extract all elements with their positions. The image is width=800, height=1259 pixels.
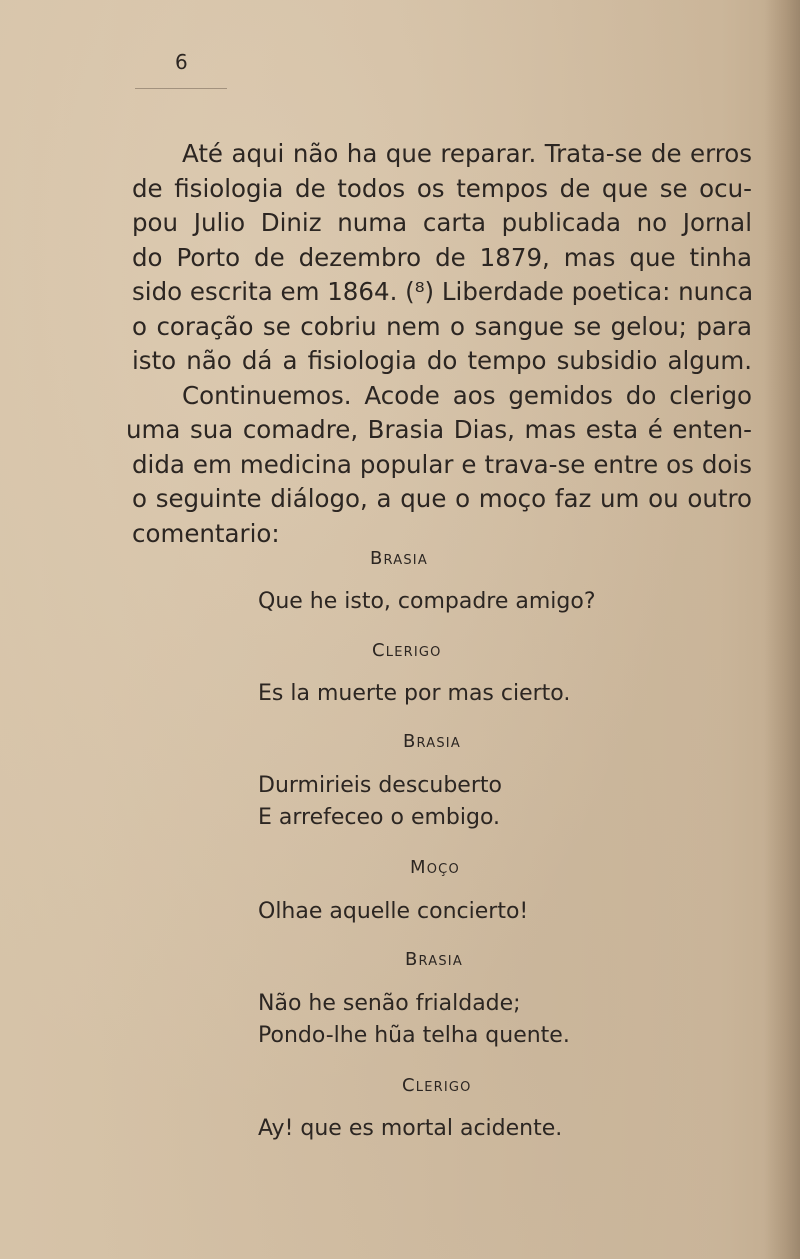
verse-line: Pondo-lhe hũa telha quente. (258, 1023, 570, 1048)
verse-line: E arrefeceo o embigo. (258, 805, 501, 830)
paragraph-line: isto não dá a fisiologia do tempo subsidio algum. (132, 346, 752, 375)
verse-line: Ay! que es mortal acidente. (258, 1116, 563, 1141)
paragraph-line: sido escrita em 1864. (⁸) Liberdade poetica: nunca (132, 277, 754, 306)
verse-line: Olhae aquelle concierto! (258, 899, 529, 924)
speaker-name: Moço (410, 857, 460, 878)
speaker-name: Clerigo (402, 1075, 472, 1096)
paragraph-line: Continuemos. Acode aos gemidos do clerigo (182, 380, 752, 410)
paragraph-line: de fisiologia de todos os tempos de que se ocu- (132, 173, 752, 203)
paragraph-line: comentario: (132, 518, 280, 548)
verse-line: Que he isto, compadre amigo? (258, 589, 596, 614)
paragraph-line: uma sua comadre, Brasia Dias, mas esta é enten- (126, 415, 752, 444)
speaker-name: Brasia (405, 949, 463, 970)
speaker-name: Brasia (370, 548, 428, 569)
paragraph-line: o seguinte diálogo, a que o moço faz um ou outro (132, 484, 752, 513)
verse-line: Não he senão frialdade; (258, 991, 521, 1016)
verse-line: Es la muerte por mas cierto. (258, 681, 571, 706)
speaker-name: Clerigo (372, 640, 442, 661)
paragraph-line: o coração se cobriu nem o sangue se gelou; para (132, 311, 752, 341)
speaker-name: Brasia (403, 731, 461, 752)
page-number: 6 (175, 50, 189, 74)
paragraph-line: pou Julio Diniz numa carta publicada no Jornal (132, 208, 752, 237)
verse-line: Durmirieis descuberto (258, 773, 502, 798)
paragraph-line: do Porto de dezembro de 1879, mas que tinha (132, 242, 752, 272)
paragraph-line: Até aqui não ha que reparar. Trata-se de erros (182, 139, 752, 168)
paragraph-line: dida em medicina popular e trava-se entre os dois (132, 449, 752, 479)
